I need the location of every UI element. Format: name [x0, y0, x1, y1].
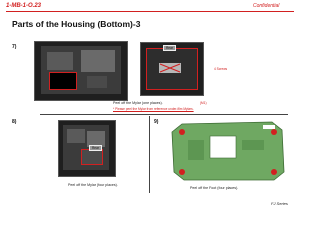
section-8-number: 8) — [12, 119, 17, 125]
section-7-photo-left — [34, 41, 128, 101]
section-7-photo-right — [140, 42, 204, 96]
section-7-screw-note: 4 Screws — [214, 67, 228, 71]
section-7-caption-tag: (M1) — [200, 101, 207, 105]
cross-mark-icon — [159, 63, 181, 73]
section-9-caption: Peel off the Foot (four places). — [190, 186, 239, 190]
section-7-warning: * Please peel the Mylar from reference under-film Mylars. — [113, 107, 194, 111]
section-9-board-diagram — [168, 120, 288, 182]
confidential-label: Confidential — [253, 3, 280, 9]
document-id: 1-MB-1-O.23 — [6, 3, 42, 9]
header-divider — [6, 11, 294, 12]
series-label: FJ Series — [271, 201, 288, 206]
page-title: Parts of the Housing (Bottom)-3 — [12, 19, 141, 29]
section-7-caption: Peel off the Mylar (one places). — [113, 101, 163, 105]
section-7-number: 7) — [12, 44, 17, 50]
section-8-photo — [58, 120, 116, 177]
section-7-rear-label: Rear — [163, 45, 176, 51]
section-9-number: 9) — [154, 119, 159, 125]
section-divider-horizontal — [40, 114, 288, 115]
section-8-caption: Peel off the Mylar (four places). — [68, 183, 118, 187]
section-8-rear-label: Rear — [89, 145, 102, 151]
section-divider-vertical — [149, 116, 150, 193]
